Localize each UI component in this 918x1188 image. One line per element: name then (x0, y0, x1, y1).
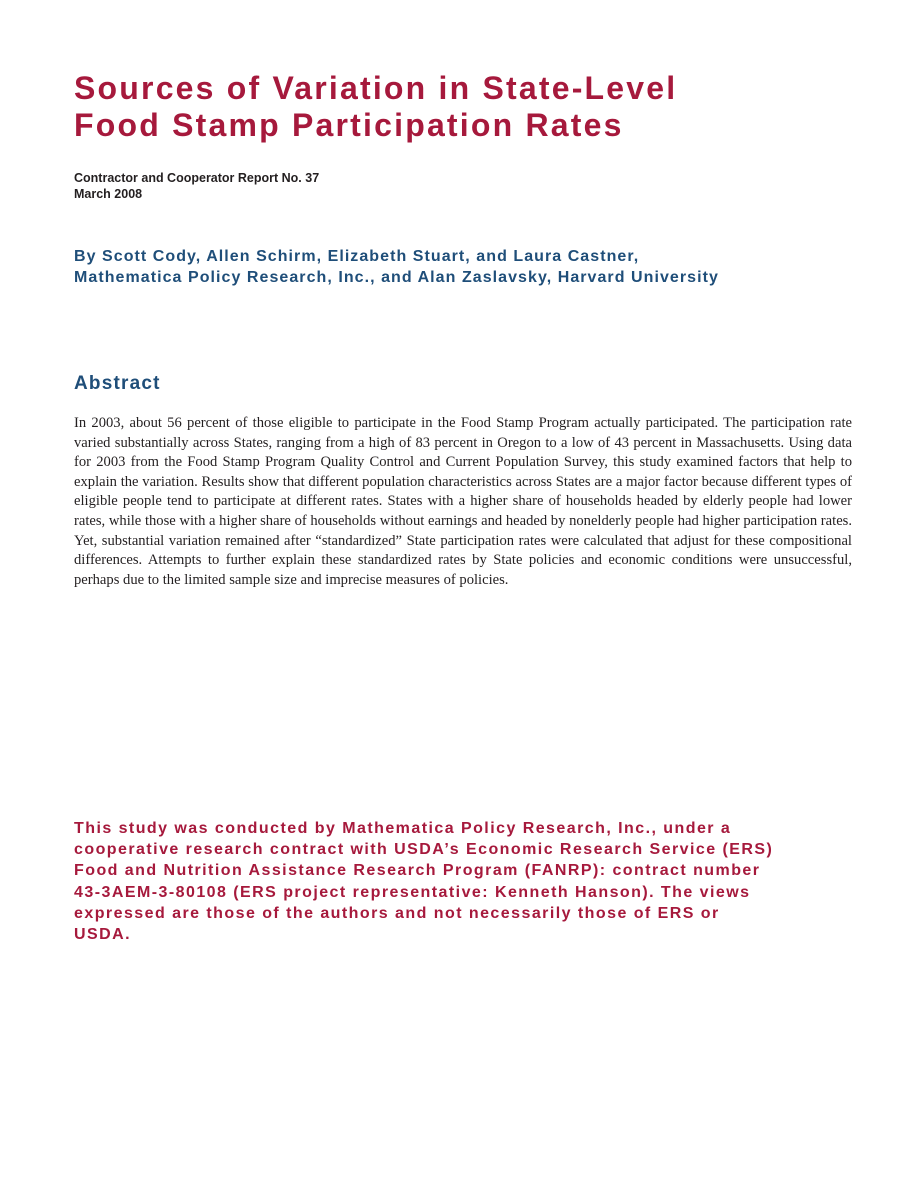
funding-line-6: USDA. (74, 926, 132, 944)
report-date: March 2008 (74, 187, 143, 201)
report-info (74, 170, 319, 202)
report-number: Contractor and Cooperator Report No. 37 (74, 171, 320, 185)
author-line-2: Mathematica Policy Research, Inc., and Alan Zaslavsky, Harvard University (74, 269, 719, 286)
funding-line-5: expressed are those of the authors and not necessarily those of ERS or (74, 904, 720, 922)
abstract-heading: Abstract (74, 373, 161, 394)
funding-line-3: Food and Nutrition Assistance Research Program (FANRP): contract number (74, 862, 761, 880)
funding-line-1: This study was conducted by Mathematica Policy Research, Inc., under a (74, 820, 732, 837)
author-line-1: By Scott Cody, Allen Schirm, Elizabeth Stuart, and Laura Castner, (74, 248, 640, 265)
funding-line-2: cooperative research contract with USDA’s Economic Research Service (ERS) (74, 841, 774, 859)
funding-line-4: 43-3AEM-3-80108 (ERS project representative: Kenneth Hanson). The views (74, 883, 751, 901)
author-byline (74, 246, 864, 288)
title-line-2: Food Stamp Participation Rates (74, 107, 624, 143)
abstract-body: In 2003, about 56 percent of those eligible to participate in the Food Stamp Program actually participated. The participation rate varied substantially across States, ranging from a high of 83 percent in Oregon to a low of 43 percent in Massachusetts. Using data for 2003 from the Food Stamp Program Quality Control and Current Population Survey, this study examined factors that help to explain the variation. Results show that different population characteristics across States are a major factor because different types of eligible people tend to participate at different rates. States with a higher share of households headed by elderly people had lower rates, while those with a higher share of households without earnings and headed by nonelderly people had higher participation rates. Yet, substantial variation remained after “standardized” State participation rates were calculated that adjust for these compositional differences. Attempts to further explain these standardized rates by State policies and economic conditions were unsuccessful, perhaps due to the limited sample size and imprecise measures of policies. (74, 415, 852, 588)
title-line-1: Sources of Variation in State-Level (74, 70, 678, 106)
document-title (74, 70, 677, 144)
funding-statement (74, 818, 864, 945)
